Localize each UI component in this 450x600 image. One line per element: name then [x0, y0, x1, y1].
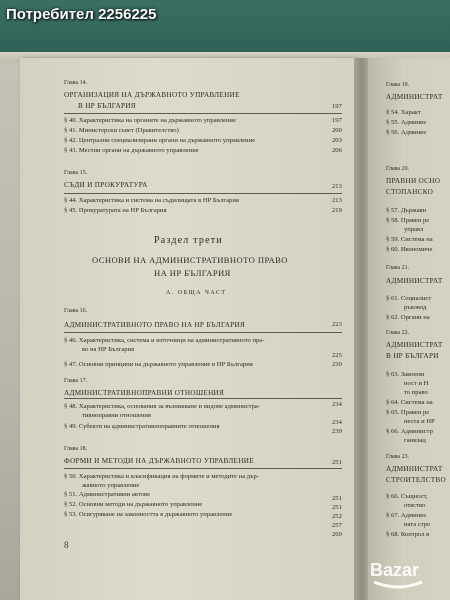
- right-line: АДМИНИСТРАТ: [386, 465, 443, 473]
- bazar-smile-logo: [368, 556, 442, 594]
- toc-entry: § 40. Характеристика на органите на държавното управление: [64, 117, 236, 124]
- right-line: СТОПАНСКО: [386, 188, 434, 196]
- section-title-2: НА НР БЪЛГАРИЯ: [154, 268, 231, 278]
- username-watermark: Потребител 2256225: [6, 6, 157, 23]
- toc-page: 234: [332, 419, 342, 426]
- right-line: § 63. Законом: [386, 371, 425, 378]
- right-line: § 65. Правен ре: [386, 409, 430, 416]
- right-line: § 62. Органи на: [386, 314, 430, 321]
- toc-page: 203: [332, 137, 342, 144]
- right-line: АДМИНИСТРАТ: [386, 93, 443, 101]
- right-line: СТРОИТЕЛСТВО: [386, 476, 446, 484]
- ch18-title-page: 251: [332, 459, 342, 466]
- toc-entry: § 50. Характеристика и класификация на формите и методите на дър-: [64, 473, 260, 480]
- toc-entry: § 52. Основни методи на държавното управление: [64, 501, 203, 508]
- toc-page: 230: [332, 361, 342, 368]
- right-line: § 55. Админис: [386, 119, 427, 126]
- toc-entry: § 46. Характеристика, система и източници на административното пра-: [64, 337, 265, 344]
- right-line: управл: [404, 226, 424, 233]
- right-line: § 61. Социалист: [386, 295, 432, 302]
- toc-page: 252: [332, 513, 342, 520]
- right-page-text: [376, 82, 450, 582]
- right-line: ръковод: [404, 304, 427, 311]
- right-line: ганизац: [404, 437, 426, 444]
- page-number: 8: [64, 540, 69, 550]
- toc-entry: § 43. Местни органи на държавното управление: [64, 147, 199, 154]
- section-heading: Раздел трети: [154, 235, 223, 246]
- ch14-title-page: 197: [332, 103, 342, 110]
- ch15-label: Глава 15.: [64, 170, 88, 176]
- toc-page: 257: [332, 522, 342, 529]
- ch15-title: СЪДИ И ПРОКУРАТУРА: [64, 181, 148, 189]
- ch16-title: АДМИНИСТРАТИВНОТО ПРАВО НА НР БЪЛГАРИЯ: [64, 321, 246, 329]
- right-line: § 56. Админис: [386, 129, 427, 136]
- toc-page: 219: [332, 207, 342, 214]
- toc-page: 206: [332, 147, 342, 154]
- toc-page: 200: [332, 127, 342, 134]
- bazar-logo-icon: [368, 556, 442, 594]
- toc-page: 251: [332, 504, 342, 511]
- right-line: § 67. Админис: [386, 512, 427, 519]
- toc-page: 251: [332, 495, 342, 502]
- right-line: Глава 19.: [386, 82, 410, 88]
- toc-entry: § 48. Характеристика, основания за възникване и видове администра-: [64, 403, 260, 410]
- toc-page: 260: [332, 531, 342, 538]
- part-heading: А. ОБЩА ЧАСТ: [166, 290, 227, 296]
- right-line: Глава 20.: [386, 166, 410, 172]
- ch17-title: АДМИНИСТРАТИВНОПРАВНИ ОТНОШЕНИЯ: [64, 389, 225, 397]
- right-line: § 59. Система на: [386, 236, 433, 243]
- divider: [64, 113, 342, 114]
- divider: [64, 332, 342, 333]
- right-line: § 54. Характ: [386, 109, 421, 116]
- right-line: Глава 23.: [386, 454, 410, 460]
- ch16-title-page: 223: [332, 321, 342, 328]
- svg-text:Bazar: Bazar: [370, 560, 420, 580]
- right-line: АДМИНИСТРАТ: [386, 341, 443, 349]
- right-line: АДМИНИСТРАТ: [386, 277, 443, 285]
- toc-entry: § 49. Субекти на административноправните отношения: [64, 423, 220, 430]
- toc-entry-cont: жавното управление: [82, 482, 140, 489]
- right-line: § 66. Администр: [386, 428, 433, 435]
- ch17-label: Глава 17.: [64, 378, 88, 384]
- right-line: § 60. Икономиче: [386, 246, 433, 253]
- right-line: ност и Н: [404, 380, 429, 387]
- divider: [64, 193, 342, 194]
- right-line: Глава 22.: [386, 330, 410, 336]
- toc-entry: § 45. Прокуратурата на НР България: [64, 207, 167, 214]
- right-line: неста и НР: [404, 418, 435, 425]
- right-line: ПРАВНИ ОСНО: [386, 177, 441, 185]
- toc-entry-cont: во на НР България: [82, 346, 135, 353]
- right-line: § 68. Контрол в: [386, 531, 430, 538]
- ch14-label: Глава 14.: [64, 80, 88, 86]
- right-line: отвство: [404, 502, 426, 509]
- ch14-title-1: ОРГАНИЗАЦИЯ НА ДЪРЖАВНОТО УПРАВЛЕНИЕ: [64, 91, 240, 99]
- right-line: В НР БЪЛГАРИ: [386, 352, 439, 360]
- toc-page: 239: [332, 428, 342, 435]
- ch15-title-page: 213: [332, 183, 342, 190]
- toc-entry: § 51. Административни актове: [64, 491, 151, 498]
- toc-entry-cont: тивноправни отношения: [82, 412, 151, 419]
- toc-page: 225: [332, 352, 342, 359]
- right-line: Глава 21.: [386, 265, 410, 271]
- section-title-1: ОСНОВИ НА АДМИНИСТРАТИВНОТО ПРАВО: [92, 255, 288, 265]
- toc-entry: § 41. Министерски съвет (Правителство): [64, 127, 179, 134]
- ch17-title-page: 234: [332, 401, 342, 408]
- toc-entry: § 53. Осигуряване на законността в държавното управление: [64, 511, 233, 518]
- divider: [64, 398, 342, 399]
- toc-entry: § 44. Характеристика и система на съдилищата в НР България: [64, 197, 239, 204]
- ch16-label: Глава 16.: [64, 308, 88, 314]
- right-line: ната стро: [404, 521, 431, 528]
- toc-page: 197: [332, 117, 342, 124]
- right-line: § 66. Същност,: [386, 493, 428, 500]
- divider: [64, 468, 342, 469]
- right-line: то право: [404, 389, 428, 396]
- toc-entry: § 42. Централни специализирани органи на държавното управление: [64, 137, 256, 144]
- ch18-label: Глава 18.: [64, 446, 88, 452]
- ch18-title: ФОРМИ И МЕТОДИ НА ДЪРЖАВНОТО УПРАВЛЕНИЕ: [64, 457, 254, 465]
- ch14-title-2: В НР БЪЛГАРИЯ: [78, 102, 136, 110]
- right-line: § 64. Система на: [386, 399, 433, 406]
- toc-page: 213: [332, 197, 342, 204]
- toc-entry: § 47. Основни принципи на държавното управление в НР България: [64, 361, 253, 368]
- right-line: § 58. Правен ре: [386, 217, 430, 224]
- right-line: § 57. Държавн: [386, 207, 427, 214]
